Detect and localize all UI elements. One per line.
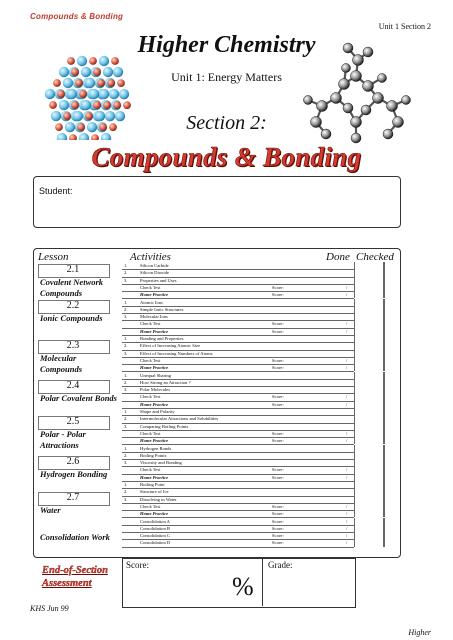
done-cell[interactable]	[354, 277, 384, 284]
lattice-ion	[81, 100, 91, 110]
lesson-number: 2.4	[66, 380, 80, 391]
activity-number: 1.	[124, 336, 128, 341]
lattice-ion	[91, 134, 99, 140]
activity-title: Unequal Sharing	[140, 372, 172, 378]
done-cell[interactable]	[354, 386, 384, 393]
checked-cell[interactable]	[384, 539, 395, 546]
activity-number: 2.	[124, 343, 128, 349]
done-cell[interactable]	[354, 328, 384, 335]
activity-number: 2.	[124, 452, 128, 458]
done-cell[interactable]	[354, 401, 384, 408]
activity-number: 2.	[124, 416, 128, 422]
student-name-box[interactable]	[33, 176, 401, 228]
checked-cell[interactable]	[384, 350, 395, 357]
lattice-ion	[109, 89, 119, 99]
activity-title: Check Test	[140, 503, 161, 509]
activity-title: Molecular Ions	[140, 314, 168, 320]
score-slash: /	[346, 365, 348, 371]
lesson-title: Consolidation Work	[40, 532, 110, 542]
activity-title: Home Practice	[140, 401, 169, 407]
activity-title: Dissolving in Water	[140, 496, 177, 502]
lattice-ion	[57, 90, 65, 98]
checked-cell[interactable]	[384, 423, 395, 430]
activity-title: Effect of Increasing Numbers of Atoms	[140, 350, 213, 356]
lesson-number: 2.2	[66, 300, 80, 311]
activity-score-label: Score:	[272, 467, 284, 473]
activity-score-label: Score:	[272, 540, 284, 546]
lesson-number: 2.1	[66, 264, 80, 275]
done-cell[interactable]	[354, 539, 384, 546]
activity-score-label: Score:	[272, 321, 284, 327]
activity-title: Hydrogen Bonds	[140, 445, 172, 451]
score-slash: /	[346, 292, 348, 298]
lattice-ion	[69, 134, 77, 140]
score-divider	[262, 558, 263, 606]
score-slash: /	[346, 438, 348, 444]
activity-number: 3.	[124, 387, 128, 393]
done-cell[interactable]	[354, 313, 384, 320]
done-cell[interactable]	[354, 393, 384, 400]
activity-score-label: Score:	[272, 430, 284, 436]
lattice-ion	[49, 101, 57, 109]
done-cell[interactable]	[354, 357, 384, 364]
done-cell[interactable]	[354, 518, 384, 525]
lattice-ion	[67, 89, 77, 99]
page-subtitle: Unit 1: Energy Matters	[171, 70, 282, 84]
done-cell[interactable]	[354, 291, 384, 298]
done-cell[interactable]	[354, 269, 384, 276]
activity-title: Home Practice	[140, 474, 169, 480]
lesson-title: Polar - Polar Attractions	[40, 429, 86, 450]
done-cell[interactable]	[354, 452, 384, 459]
done-cell[interactable]	[354, 437, 384, 444]
score-slash: /	[346, 518, 348, 524]
score-slash: /	[346, 525, 348, 531]
done-cell[interactable]	[354, 466, 384, 473]
lattice-ion	[89, 89, 99, 99]
done-cell[interactable]	[354, 335, 384, 342]
done-header: Done	[326, 251, 350, 263]
activity-score-label: Score:	[272, 438, 284, 444]
activity-score-label: Score:	[272, 533, 284, 539]
activity-title: Shape and Polarity	[140, 409, 175, 414]
activity-row[interactable]	[122, 539, 354, 547]
lesson-title: Covalent Network Compounds	[40, 277, 104, 298]
checked-cell[interactable]	[384, 445, 395, 452]
activity-title: Viscosity and Bonding	[140, 460, 182, 466]
activity-title: How Strong an Attraction ?	[140, 379, 191, 385]
lesson-number: 2.5	[66, 416, 80, 427]
score-slash: /	[346, 321, 348, 327]
section-label: Section 2:	[186, 112, 267, 134]
end-of-section-assessment	[42, 564, 108, 590]
activity-title: Check Test	[140, 284, 161, 290]
checked-cell[interactable]	[384, 503, 395, 510]
checked-cell[interactable]	[384, 518, 395, 525]
score-slash: /	[346, 467, 348, 473]
score-slash: /	[346, 430, 348, 436]
activity-score-label: Score:	[272, 525, 284, 531]
activity-number: 3.	[124, 423, 128, 429]
score-slash: /	[346, 511, 348, 517]
checked-cell[interactable]	[384, 313, 395, 320]
checked-cell[interactable]	[384, 510, 395, 517]
checked-cell[interactable]	[384, 379, 395, 386]
checked-cell[interactable]	[384, 262, 395, 269]
activity-number: 3.	[124, 277, 128, 283]
activity-title: Check Test	[140, 430, 161, 436]
done-cell[interactable]	[354, 350, 384, 357]
activity-title: Structure of Ice	[140, 489, 169, 495]
checked-cell[interactable]	[384, 364, 395, 371]
activities-header: Activities	[130, 251, 171, 263]
lattice-ion	[93, 101, 101, 109]
checked-cell[interactable]	[384, 408, 395, 415]
lesson-number: 2.3	[66, 340, 80, 351]
checked-cell[interactable]	[384, 459, 395, 466]
lattice-ion	[113, 101, 121, 109]
activity-number: 3.	[124, 350, 128, 356]
checked-cell[interactable]	[384, 269, 395, 276]
done-cell[interactable]	[354, 320, 384, 327]
checked-cell[interactable]	[384, 466, 395, 473]
checked-cell[interactable]	[384, 299, 395, 306]
activity-score-label: Score:	[272, 518, 284, 524]
done-cell[interactable]	[354, 408, 384, 415]
score-slash: /	[346, 394, 348, 400]
section-title: Compounds & Bonding	[91, 142, 362, 172]
checked-cell[interactable]	[384, 335, 395, 342]
done-cell[interactable]	[354, 503, 384, 510]
activity-title: Comparing Boiling Points	[140, 423, 189, 429]
lesson-header: Lesson	[38, 251, 69, 263]
activity-title: Home Practice	[140, 292, 169, 298]
checked-cell[interactable]	[384, 488, 395, 495]
activity-title: Properties and Uses	[140, 277, 177, 283]
checked-cell[interactable]	[384, 474, 395, 481]
checked-cell[interactable]	[384, 328, 395, 335]
activity-number: 2.	[124, 489, 128, 495]
done-cell[interactable]	[354, 262, 384, 269]
student-label: Student:	[39, 186, 73, 196]
lesson-title: Ionic Compounds	[40, 313, 103, 323]
lattice-ion	[79, 90, 87, 98]
done-cell[interactable]	[354, 496, 384, 503]
activity-title: Home Practice	[140, 438, 169, 444]
score-slash: /	[346, 357, 348, 363]
activity-title: Check Test	[140, 321, 161, 327]
done-cell[interactable]	[354, 423, 384, 430]
activity-title: Bonding and Properties	[140, 336, 184, 341]
eos-line-1: End-of-Section	[42, 565, 108, 576]
activity-title: Consolidation D	[140, 540, 171, 546]
activity-title: Effect of Increasing Atomic Size	[140, 343, 201, 349]
lesson-title: Hydrogen Bonding	[40, 469, 108, 479]
done-cell[interactable]	[354, 525, 384, 532]
activity-title: Silicon Carbide	[140, 263, 169, 268]
activity-title: Check Test	[140, 467, 161, 473]
activity-title: Check Test	[140, 357, 161, 363]
activity-number: 1.	[124, 445, 128, 451]
activity-score-label: Score:	[272, 401, 284, 407]
lesson-title: Water	[40, 505, 61, 515]
activity-score-label: Score:	[272, 357, 284, 363]
activity-score-label: Score:	[272, 292, 284, 298]
done-cell[interactable]	[354, 284, 384, 291]
activity-title: Intermolecular Attractions and Solubilities	[140, 416, 219, 422]
activity-number: 3.	[124, 460, 128, 466]
done-cell[interactable]	[354, 342, 384, 349]
percent-sign: %	[232, 572, 254, 601]
lattice-ion	[123, 101, 131, 109]
activity-number: 2.	[124, 306, 128, 312]
score-slash: /	[346, 474, 348, 480]
activity-title: Atomic Ions	[140, 299, 163, 305]
activity-title: Boiling Points	[140, 452, 167, 458]
activity-number: 3.	[124, 314, 128, 320]
checked-header: Checked	[356, 251, 394, 263]
done-cell[interactable]	[354, 415, 384, 422]
header-section-name: Compounds & Bonding	[30, 12, 124, 21]
score-slash: /	[346, 533, 348, 539]
checked-cell[interactable]	[384, 284, 395, 291]
activity-number: 2.	[124, 270, 128, 276]
score-slash: /	[346, 503, 348, 509]
done-cell[interactable]	[354, 299, 384, 306]
activity-score-label: Score:	[272, 328, 284, 334]
done-cell[interactable]	[354, 379, 384, 386]
activity-number: 1.	[124, 372, 128, 378]
score-slash: /	[346, 540, 348, 546]
page-title: Higher Chemistry	[137, 32, 316, 58]
activity-number: 1.	[124, 409, 128, 414]
lattice-ion	[119, 89, 129, 99]
done-cell[interactable]	[354, 474, 384, 481]
checked-cell[interactable]	[384, 525, 395, 532]
activity-score-label: Score:	[272, 503, 284, 509]
done-cell[interactable]	[354, 488, 384, 495]
lesson-number: 2.6	[66, 456, 80, 467]
checked-cell[interactable]	[384, 357, 395, 364]
checked-cell[interactable]	[384, 386, 395, 393]
lattice-ion	[71, 101, 79, 109]
activity-score-label: Score:	[272, 284, 284, 290]
lattice-ion	[59, 100, 69, 110]
activity-score-label: Score:	[272, 365, 284, 371]
done-cell[interactable]	[354, 364, 384, 371]
activity-number: 1.	[124, 299, 128, 305]
checked-cell[interactable]	[384, 291, 395, 298]
eos-line-2: Assessment	[42, 578, 92, 589]
score-slash: /	[346, 284, 348, 290]
done-cell[interactable]	[354, 430, 384, 437]
checked-cell[interactable]	[384, 532, 395, 539]
score-slash: /	[346, 401, 348, 407]
activity-title: Simple Ionic Structures	[140, 306, 184, 312]
activity-number: 3.	[124, 496, 128, 502]
activity-title: Boiling Point	[140, 482, 165, 487]
activity-title: Home Practice	[140, 365, 169, 371]
checked-cell[interactable]	[384, 415, 395, 422]
done-cell[interactable]	[354, 532, 384, 539]
activity-number: 1.	[124, 482, 128, 487]
score-slash: /	[346, 328, 348, 334]
done-cell[interactable]	[354, 510, 384, 517]
checked-cell[interactable]	[384, 342, 395, 349]
checked-cell[interactable]	[384, 437, 395, 444]
lattice-ion	[45, 89, 55, 99]
lattice-ion	[103, 101, 111, 109]
lesson-number: 2.7	[66, 492, 80, 503]
checked-cell[interactable]	[384, 372, 395, 379]
checked-cell[interactable]	[384, 320, 395, 327]
activity-title: Silicon Dioxide	[140, 270, 169, 276]
activity-title: Consolidation C	[140, 533, 170, 539]
activity-score-label: Score:	[272, 474, 284, 480]
checked-cell[interactable]	[384, 277, 395, 284]
activity-number: 2.	[124, 379, 128, 385]
score-label: Score:	[126, 560, 149, 570]
done-cell[interactable]	[354, 372, 384, 379]
lesson-title: Molecular Compounds	[40, 353, 83, 374]
header-unit: Unit 1 Section 2	[378, 22, 431, 31]
activity-title: Polar Molecules	[140, 387, 170, 393]
grade-label: Grade:	[268, 560, 293, 570]
activity-title: Home Practice	[140, 511, 169, 517]
checked-cell[interactable]	[384, 481, 395, 488]
lesson-title: Polar Covalent Bonds	[40, 393, 117, 403]
checked-cell[interactable]	[384, 496, 395, 503]
done-cell[interactable]	[354, 445, 384, 452]
footer-level: Higher	[408, 628, 431, 637]
footer-date: KHS Jun 99	[30, 604, 69, 613]
done-cell[interactable]	[354, 306, 384, 313]
checked-cell[interactable]	[384, 452, 395, 459]
checked-cell[interactable]	[384, 306, 395, 313]
activity-title: Consolidation A	[140, 518, 170, 524]
activity-title: Home Practice	[140, 328, 169, 334]
done-cell[interactable]	[354, 459, 384, 466]
checked-cell[interactable]	[384, 401, 395, 408]
activity-score-label: Score:	[272, 511, 284, 517]
activity-number: 1.	[124, 263, 128, 268]
activity-title: Consolidation B	[140, 525, 170, 531]
done-cell[interactable]	[354, 481, 384, 488]
activity-score-label: Score:	[272, 394, 284, 400]
checked-cell[interactable]	[384, 430, 395, 437]
activity-title: Check Test	[140, 394, 161, 400]
lattice-ion	[99, 89, 109, 99]
checked-cell[interactable]	[384, 393, 395, 400]
